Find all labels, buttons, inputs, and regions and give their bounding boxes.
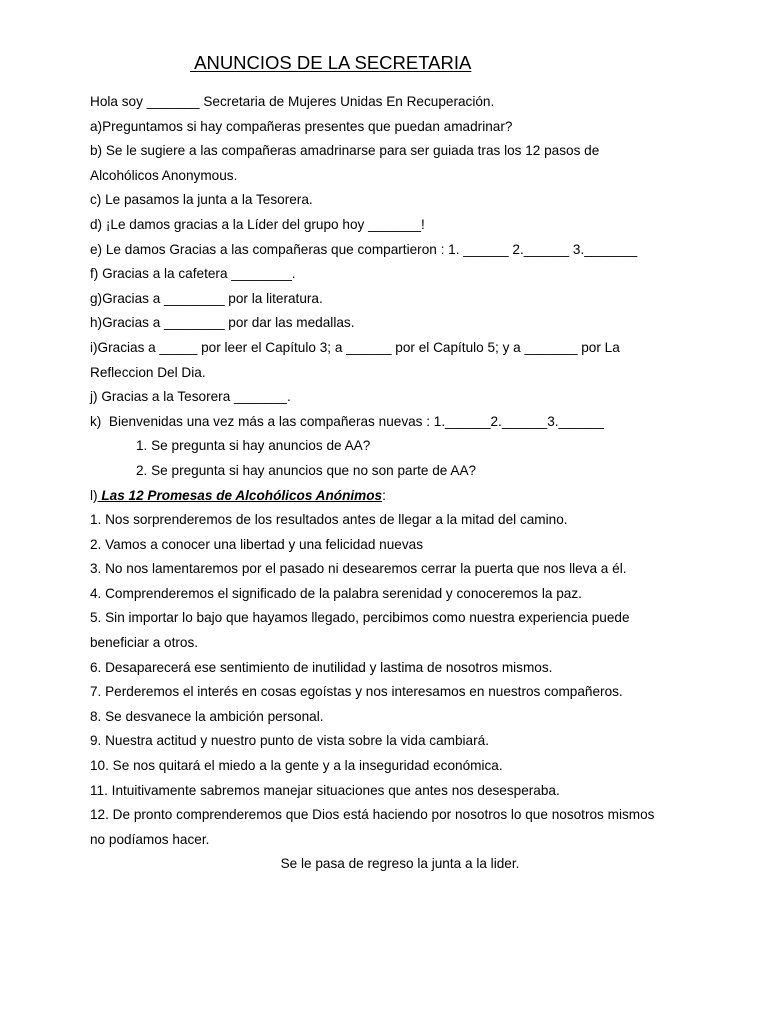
item-i-line-2: Refleccion Del Dia.: [90, 364, 206, 380]
promesa-line: beneficiar a otros.: [90, 635, 199, 651]
item-l-suffix: :: [382, 487, 386, 503]
promesa-line: 11. Intuitivamente sabremos manejar situaciones que antes nos desesperaba.: [90, 782, 560, 798]
intro-line: Hola soy _______ Secretaria de Mujeres Unidas En Recuperación.: [90, 94, 495, 109]
promesa-line: 3. No nos lamentaremos por el pasado ni desearemos cerrar la puerta que nos lleva a él.: [90, 561, 627, 577]
item-f: f) Gracias a la cafetera ________.: [90, 266, 296, 282]
item-c: c) Le pasamos la junta a la Tesorera.: [90, 192, 313, 208]
promesa-line: 7. Perderemos el interés en cosas egoístas y nos interesamos en nuestros compañeros.: [90, 684, 623, 700]
promesa-line: 8. Se desvanece la ambición personal.: [90, 708, 324, 724]
item-e: e) Le damos Gracias a las compañeras que compartieron : 1. ______ 2.______ 3._______: [90, 241, 638, 257]
document-title: ANUNCIOS DE LA SECRETARIA: [190, 52, 472, 73]
item-h: h)Gracias a ________ por dar las medallas.: [90, 315, 355, 331]
promesa-line: 1. Nos sorprenderemos de los resultados antes de llegar a la mitad del camino.: [90, 512, 568, 528]
promesa-line: 6. Desaparecerá ese sentimiento de inutilidad y lastima de nosotros mismos.: [90, 659, 553, 675]
item-j: j) Gracias a la Tesorera _______.: [90, 389, 291, 405]
promesa-line: 9. Nuestra actitud y nuestro punto de vista sobre la vida cambiará.: [90, 733, 489, 749]
promesa-line: 10. Se nos quitará el miedo a la gente y a la inseguridad económica.: [90, 758, 503, 774]
promesa-line: 4. Comprenderemos el significado de la palabra serenidad y conoceremos la paz.: [90, 585, 582, 601]
item-b-line-1: b) Se le sugiere a las compañeras amadrinarse para ser guiada tras los 12 pasos de: [90, 143, 600, 159]
document-body: [90, 90, 690, 877]
item-l-prefix: l): [90, 487, 98, 503]
item-l: [90, 484, 690, 509]
item-g: g)Gracias a ________ por la literatura.: [90, 290, 323, 306]
item-d: d) ¡Le damos gracias a la Líder del grupo hoy _______!: [90, 216, 425, 232]
item-a: a)Preguntamos si hay compañeras presentes que puedan amadrinar?: [90, 118, 513, 134]
promesa-line: 5. Sin importar lo bajo que hayamos llegado, percibimos como nuestra experiencia puede: [90, 610, 630, 626]
item-k-sub-2: 2. Se pregunta si hay anuncios que no son parte de AA?: [136, 462, 477, 478]
item-i-line-1: i)Gracias a _____ por leer el Capítulo 3; a ______ por el Capítulo 5; y a _______ por La: [90, 339, 620, 355]
promesa-line: 2. Vamos a conocer una libertad y una felicidad nuevas: [90, 536, 423, 552]
item-b-line-2: Alcohólicos Anonymous.: [90, 167, 238, 183]
promesa-line: 12. De pronto comprenderemos que Dios está haciendo por nosotros lo que nosotros mismos: [90, 807, 655, 823]
item-k-sub-1: 1. Se pregunta si hay anuncios de AA?: [136, 438, 371, 454]
promesa-line: no podíamos hacer.: [90, 831, 210, 847]
promesas-heading: Las 12 Promesas de Alcohólicos Anónimos: [97, 487, 383, 503]
closing-line: Se le pasa de regreso la junta a la lider.: [280, 856, 520, 872]
item-k: k) Bienvenidas una vez más a las compañeras nuevas : 1.______2.______3.______: [90, 413, 604, 429]
